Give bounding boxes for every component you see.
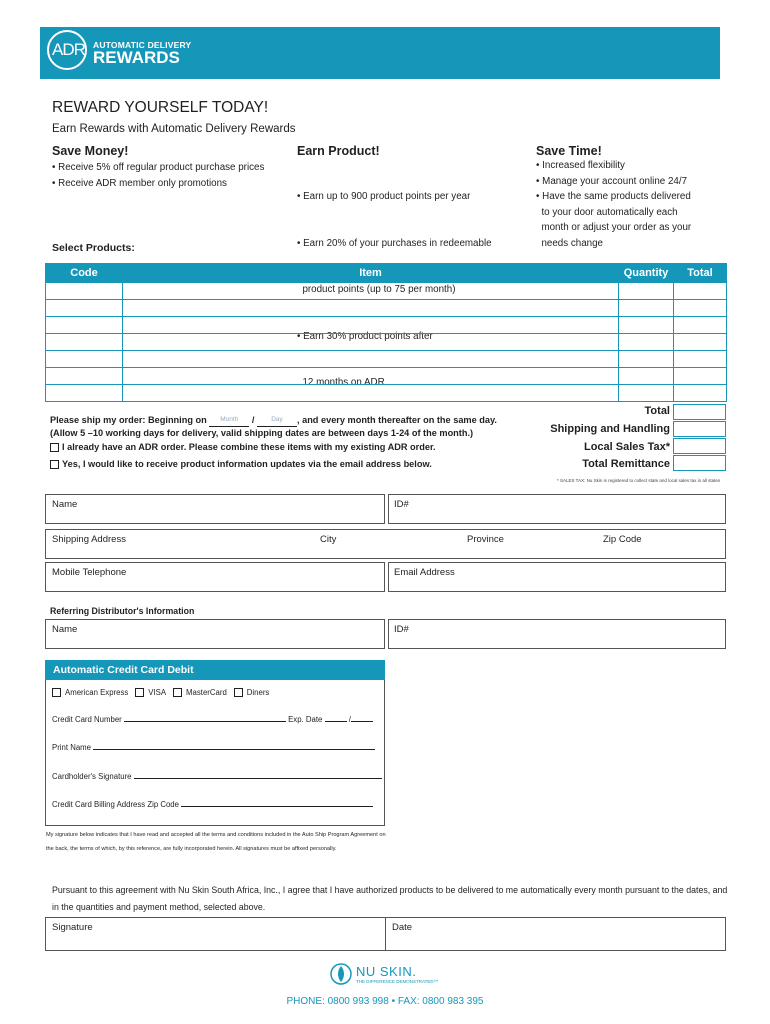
bullet: • Increased flexibility bbox=[536, 160, 625, 171]
cardholder-signature-row bbox=[52, 772, 382, 781]
nu-skin-emblem-icon bbox=[330, 962, 352, 986]
referring-distributor-title: Referring Distributor's Information bbox=[50, 606, 195, 616]
legal-statement: My signature below indicates that I have read and accepted all the terms and conditions included in the Auto Ship Program Agreement on the back, the terms of which, by this reference, are fully incorporated herein. All signatures must be affixed personally. bbox=[46, 832, 386, 852]
page-title: REWARD YOURSELF TODAY! bbox=[52, 99, 269, 116]
contact-numbers: PHONE: 0800 993 998 • FAX: 0800 983 395 bbox=[286, 996, 484, 1007]
card-number-field[interactable] bbox=[124, 721, 286, 722]
visa-label: VISA bbox=[148, 688, 167, 697]
table-row bbox=[46, 300, 727, 317]
shipping-address-label: Shipping Address bbox=[52, 534, 126, 545]
checkbox[interactable] bbox=[173, 688, 182, 697]
credit-card-title: Automatic Credit Card Debit bbox=[45, 660, 385, 680]
name-field[interactable] bbox=[45, 494, 385, 524]
cardholder-signature-field[interactable] bbox=[134, 778, 382, 779]
shipping-address-field[interactable] bbox=[45, 529, 726, 559]
total-cell[interactable] bbox=[674, 334, 727, 351]
amex-label: American Express bbox=[65, 688, 129, 697]
date-separator: / bbox=[251, 415, 255, 425]
signature-label: Signature bbox=[52, 922, 93, 933]
adr-logo-mark: ADR bbox=[52, 40, 85, 59]
quantity-cell[interactable] bbox=[619, 300, 674, 317]
mobile-telephone-label: Mobile Telephone bbox=[52, 567, 127, 578]
shipping-instructions bbox=[50, 413, 497, 440]
quantity-cell[interactable] bbox=[619, 351, 674, 368]
email-updates-label: Yes, I would like to receive product information updates via the email address below. bbox=[62, 459, 432, 469]
ship-text-end: , and every month thereafter on the same day. bbox=[296, 415, 497, 425]
ship-text-start: Please ship my order: Beginning on bbox=[50, 415, 207, 425]
referrer-id-label: ID# bbox=[394, 624, 409, 635]
quantity-cell[interactable] bbox=[619, 385, 674, 402]
expiry-label: Exp. Date bbox=[288, 715, 323, 724]
logo-main-text: REWARDS bbox=[93, 48, 180, 67]
month-field[interactable]: Month bbox=[209, 413, 249, 427]
referrer-id-field[interactable] bbox=[388, 619, 726, 649]
table-row bbox=[46, 351, 727, 368]
bullet: • Have the same products delivered bbox=[536, 191, 691, 202]
total-cell[interactable] bbox=[674, 385, 727, 402]
mastercard-label: MasterCard bbox=[186, 688, 227, 697]
total-field[interactable] bbox=[673, 404, 726, 420]
day-field[interactable]: Day bbox=[257, 413, 297, 427]
email-updates-option[interactable] bbox=[50, 459, 432, 469]
signature-field[interactable] bbox=[45, 917, 385, 951]
sales-tax-footnote: * SALES TAX: Nu Skin is registered to collect state and local sales tax in all states bbox=[557, 478, 721, 483]
bullet: month or adjust your order as your bbox=[536, 222, 692, 233]
quantity-cell[interactable] bbox=[619, 368, 674, 385]
date-field[interactable] bbox=[385, 917, 726, 951]
checkbox[interactable] bbox=[234, 688, 243, 697]
card-type-options bbox=[52, 688, 269, 697]
item-cell[interactable] bbox=[123, 300, 619, 317]
table-row bbox=[46, 385, 727, 402]
existing-order-label: I already have an ADR order. Please combine these items with my existing ADR order. bbox=[62, 442, 436, 452]
code-column-header: Code bbox=[46, 264, 123, 283]
card-number-label: Credit Card Number bbox=[52, 715, 122, 724]
existing-order-option[interactable] bbox=[50, 442, 436, 452]
code-cell[interactable] bbox=[46, 317, 123, 334]
checkbox[interactable] bbox=[52, 688, 61, 697]
total-cell[interactable] bbox=[674, 283, 727, 300]
id-field[interactable] bbox=[388, 494, 726, 524]
billing-zip-label: Credit Card Billing Address Zip Code bbox=[52, 800, 179, 809]
referrer-name-field[interactable] bbox=[45, 619, 385, 649]
code-cell[interactable] bbox=[46, 385, 123, 402]
code-cell[interactable] bbox=[46, 351, 123, 368]
sales-tax-label: Local Sales Tax* bbox=[583, 441, 670, 453]
quantity-column-header: Quantity bbox=[619, 264, 674, 283]
sales-tax-field[interactable] bbox=[673, 438, 726, 454]
table-row bbox=[46, 368, 727, 385]
billing-zip-field[interactable] bbox=[181, 806, 373, 807]
agreement-text: Pursuant to this agreement with Nu Skin South Africa, Inc., I agree that I have authorized products to be delivered to me automatically every month pursuant to the dates, and in the quantities and payment method, selected above. bbox=[52, 885, 728, 912]
referrer-name-label: Name bbox=[52, 624, 78, 635]
total-label: Total bbox=[644, 405, 670, 417]
item-column-header: Item bbox=[123, 264, 619, 283]
print-name-row bbox=[52, 743, 375, 752]
item-cell[interactable] bbox=[123, 334, 619, 351]
bullet: product points (up to 75 per month) bbox=[297, 284, 456, 295]
bullet: • Receive 5% off regular product purchase prices bbox=[52, 162, 265, 173]
save-money-bullets bbox=[52, 160, 264, 191]
bullet: to your door automatically each bbox=[536, 206, 678, 218]
total-column-header: Total bbox=[674, 264, 727, 283]
diners-label: Diners bbox=[246, 688, 270, 697]
code-cell[interactable] bbox=[46, 283, 123, 300]
nu-skin-logo bbox=[330, 962, 438, 986]
save-time-bullets bbox=[536, 158, 691, 251]
quantity-cell[interactable] bbox=[619, 317, 674, 334]
page-subtitle: Earn Rewards with Automatic Delivery Rewards bbox=[52, 123, 296, 135]
shipping-handling-field[interactable] bbox=[673, 421, 726, 437]
item-cell[interactable] bbox=[123, 283, 619, 300]
item-cell[interactable] bbox=[123, 368, 619, 385]
expiry-month-field[interactable] bbox=[325, 721, 347, 722]
checkbox[interactable] bbox=[50, 460, 59, 469]
bullet: • Earn up to 900 product points per year bbox=[297, 191, 471, 202]
nu-skin-tagline: THE DIFFERENCE DEMONSTRATED™ bbox=[356, 979, 439, 984]
billing-zip-row bbox=[52, 800, 373, 809]
id-label: ID# bbox=[394, 499, 409, 510]
city-label: City bbox=[320, 534, 337, 545]
email-address-label: Email Address bbox=[394, 567, 455, 578]
total-remittance-label: Total Remittance bbox=[582, 458, 670, 470]
item-cell[interactable] bbox=[123, 351, 619, 368]
table-row bbox=[46, 334, 727, 351]
save-money-title: Save Money! bbox=[52, 144, 129, 158]
mobile-telephone-field[interactable] bbox=[45, 562, 385, 592]
email-address-field[interactable] bbox=[388, 562, 726, 592]
save-time-title: Save Time! bbox=[536, 144, 602, 158]
quantity-cell[interactable] bbox=[619, 334, 674, 351]
print-name-field[interactable] bbox=[93, 749, 375, 750]
quantity-cell[interactable] bbox=[619, 283, 674, 300]
province-label: Province bbox=[467, 534, 504, 545]
cardholder-signature-label: Cardholder's Signature bbox=[52, 772, 132, 781]
bullet: needs change bbox=[536, 237, 603, 249]
item-cell[interactable] bbox=[123, 317, 619, 334]
earn-product-title: Earn Product! bbox=[297, 144, 380, 158]
total-cell[interactable] bbox=[674, 351, 727, 368]
total-remittance-field[interactable] bbox=[673, 455, 726, 471]
total-cell[interactable] bbox=[674, 317, 727, 334]
bullet: • Earn 30% product points after bbox=[297, 330, 433, 342]
table-header-row bbox=[46, 264, 727, 283]
logo-top-text: AUTOMATIC DELIVERY bbox=[93, 40, 192, 50]
zip-code-label: Zip Code bbox=[603, 534, 642, 545]
delivery-window-note: (Allow 5 –10 working days for delivery, valid shipping dates are between days 1-24 of the month.) bbox=[50, 428, 474, 438]
bullet: • Earn 20% of your purchases in redeemable bbox=[297, 237, 492, 249]
bullet: • Receive ADR member only promotions bbox=[52, 177, 227, 189]
shipping-handling-label: Shipping and Handling bbox=[550, 423, 670, 435]
total-cell[interactable] bbox=[674, 368, 727, 385]
expiry-year-field[interactable] bbox=[351, 721, 373, 722]
card-number-row: Credit Card Number Exp. Date / bbox=[52, 715, 373, 724]
checkbox[interactable] bbox=[50, 443, 59, 452]
code-cell[interactable] bbox=[46, 368, 123, 385]
select-products-label: Select Products: bbox=[52, 242, 135, 254]
total-cell[interactable] bbox=[674, 300, 727, 317]
item-cell[interactable] bbox=[123, 385, 619, 402]
name-label: Name bbox=[52, 499, 78, 510]
code-cell[interactable] bbox=[46, 300, 123, 317]
table-row bbox=[46, 283, 727, 300]
nu-skin-brand: NU SKIN. bbox=[356, 964, 417, 979]
bullet: • Manage your account online 24/7 bbox=[536, 175, 688, 187]
product-table bbox=[45, 263, 727, 402]
date-label: Date bbox=[392, 922, 413, 933]
print-name-label: Print Name bbox=[52, 743, 91, 752]
checkbox[interactable] bbox=[135, 688, 144, 697]
bullet: 12 months on ADR bbox=[297, 377, 385, 388]
code-cell[interactable] bbox=[46, 334, 123, 351]
table-row bbox=[46, 317, 727, 334]
